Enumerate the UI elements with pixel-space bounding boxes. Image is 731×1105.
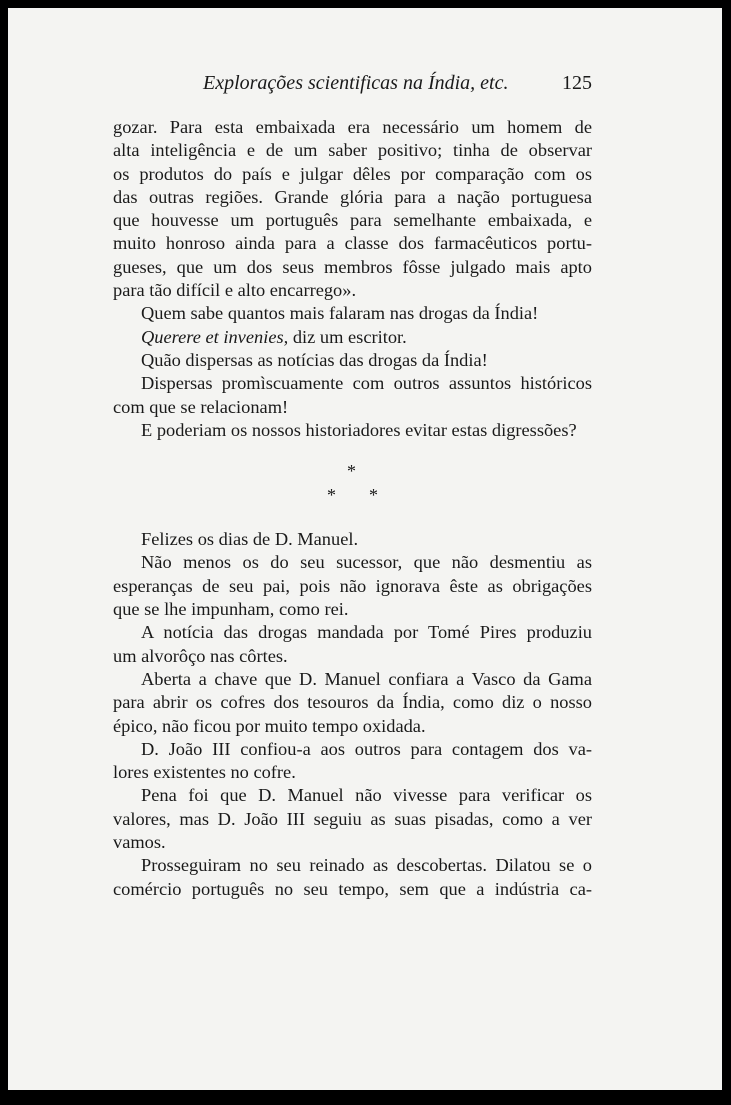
- text-line: um alvorôço nas côrtes.: [113, 645, 288, 666]
- text-line: que houvesse um português para semelhante embaixada, e: [113, 210, 592, 231]
- paragraph-12: [113, 784, 592, 854]
- text-line: muito honroso ainda para a classe dos farmacêuticos portu-: [113, 233, 592, 254]
- book-page: [8, 8, 722, 1090]
- text-line: Dispersas promìscuamente com outros assuntos históricos: [141, 373, 592, 394]
- text-line: para tão difícil e alto encarrego».: [113, 280, 357, 301]
- paragraph-6: E poderiam os nossos historiadores evitar estas digressões?: [141, 419, 577, 440]
- paragraph-4: Quão dispersas as notícias das drogas da Índia!: [141, 349, 488, 370]
- text-line: comércio português no seu tempo, sem que a indústria ca-: [113, 878, 592, 899]
- text-line: esperanças de seu pai, pois não ignorava êste as obrigações: [113, 575, 592, 596]
- text-line: gueses, que um dos seus membros fôsse julgado mais apto: [113, 256, 592, 277]
- text-line: lores existentes no cofre.: [113, 762, 296, 783]
- separator-star: *: [347, 461, 356, 482]
- text-line: Aberta a chave que D. Manuel confiara a Vasco da Gama: [141, 668, 592, 689]
- text-line: os produtos do país e julgar dêles por comparação com os: [113, 163, 592, 184]
- text-line: com que se relacionam!: [113, 396, 289, 417]
- text-line: A notícia das drogas mandada por Tomé Pires produziu: [141, 622, 592, 643]
- paragraph-10: [113, 668, 592, 738]
- text-line: alta inteligência e de um saber positivo; tinha de observar: [113, 140, 592, 161]
- paragraph-2: Quem sabe quantos mais falaram nas drogas da Índia!: [141, 303, 539, 324]
- latin-quote: Querere et invenies,: [141, 326, 289, 347]
- text-line: que se lhe impunham, como rei.: [113, 599, 349, 620]
- paragraph-13: [113, 854, 592, 901]
- text-line: Não menos os do seu sucessor, que não desmentiu as: [141, 552, 592, 573]
- paragraph-7: Felizes os dias de D. Manuel.: [141, 529, 359, 550]
- running-title: Explorações scientificas na Índia, etc.: [203, 72, 509, 94]
- section-separator: [113, 442, 592, 528]
- separator-star: *: [327, 485, 336, 506]
- page-number: 125: [562, 72, 592, 94]
- running-header: [113, 72, 592, 102]
- text-line: gozar. Para esta embaixada era necessário um homem de: [113, 117, 592, 137]
- paragraph-3: [113, 326, 592, 349]
- text-line: das outras regiões. Grande glória para a nação portuguesa: [113, 186, 592, 207]
- text-line: Prosseguiram no seu reinado as descobertas. Dilatou se o: [141, 855, 592, 876]
- text-line: épico, não ficou por muito tempo oxidada.: [113, 715, 426, 736]
- paragraph-11: [113, 738, 592, 785]
- paragraph-3-rest: diz um escritor.: [288, 326, 407, 347]
- body-text: [113, 116, 592, 901]
- text-line: vamos.: [113, 832, 166, 853]
- paragraph-1: [113, 116, 592, 302]
- paragraph-8: [113, 551, 592, 621]
- paragraph-9: [113, 621, 592, 668]
- text-line: para abrir os cofres dos tesouros da Índia, como diz o nosso: [113, 692, 592, 713]
- text-line: valores, mas D. João III seguiu as suas pisadas, como a ver: [113, 808, 592, 829]
- text-line: Pena foi que D. Manuel não vivesse para verificar os: [141, 785, 592, 806]
- text-line: D. João III confiou-a aos outros para contagem dos va-: [141, 738, 592, 759]
- separator-star: *: [369, 485, 378, 506]
- paragraph-5: [113, 372, 592, 419]
